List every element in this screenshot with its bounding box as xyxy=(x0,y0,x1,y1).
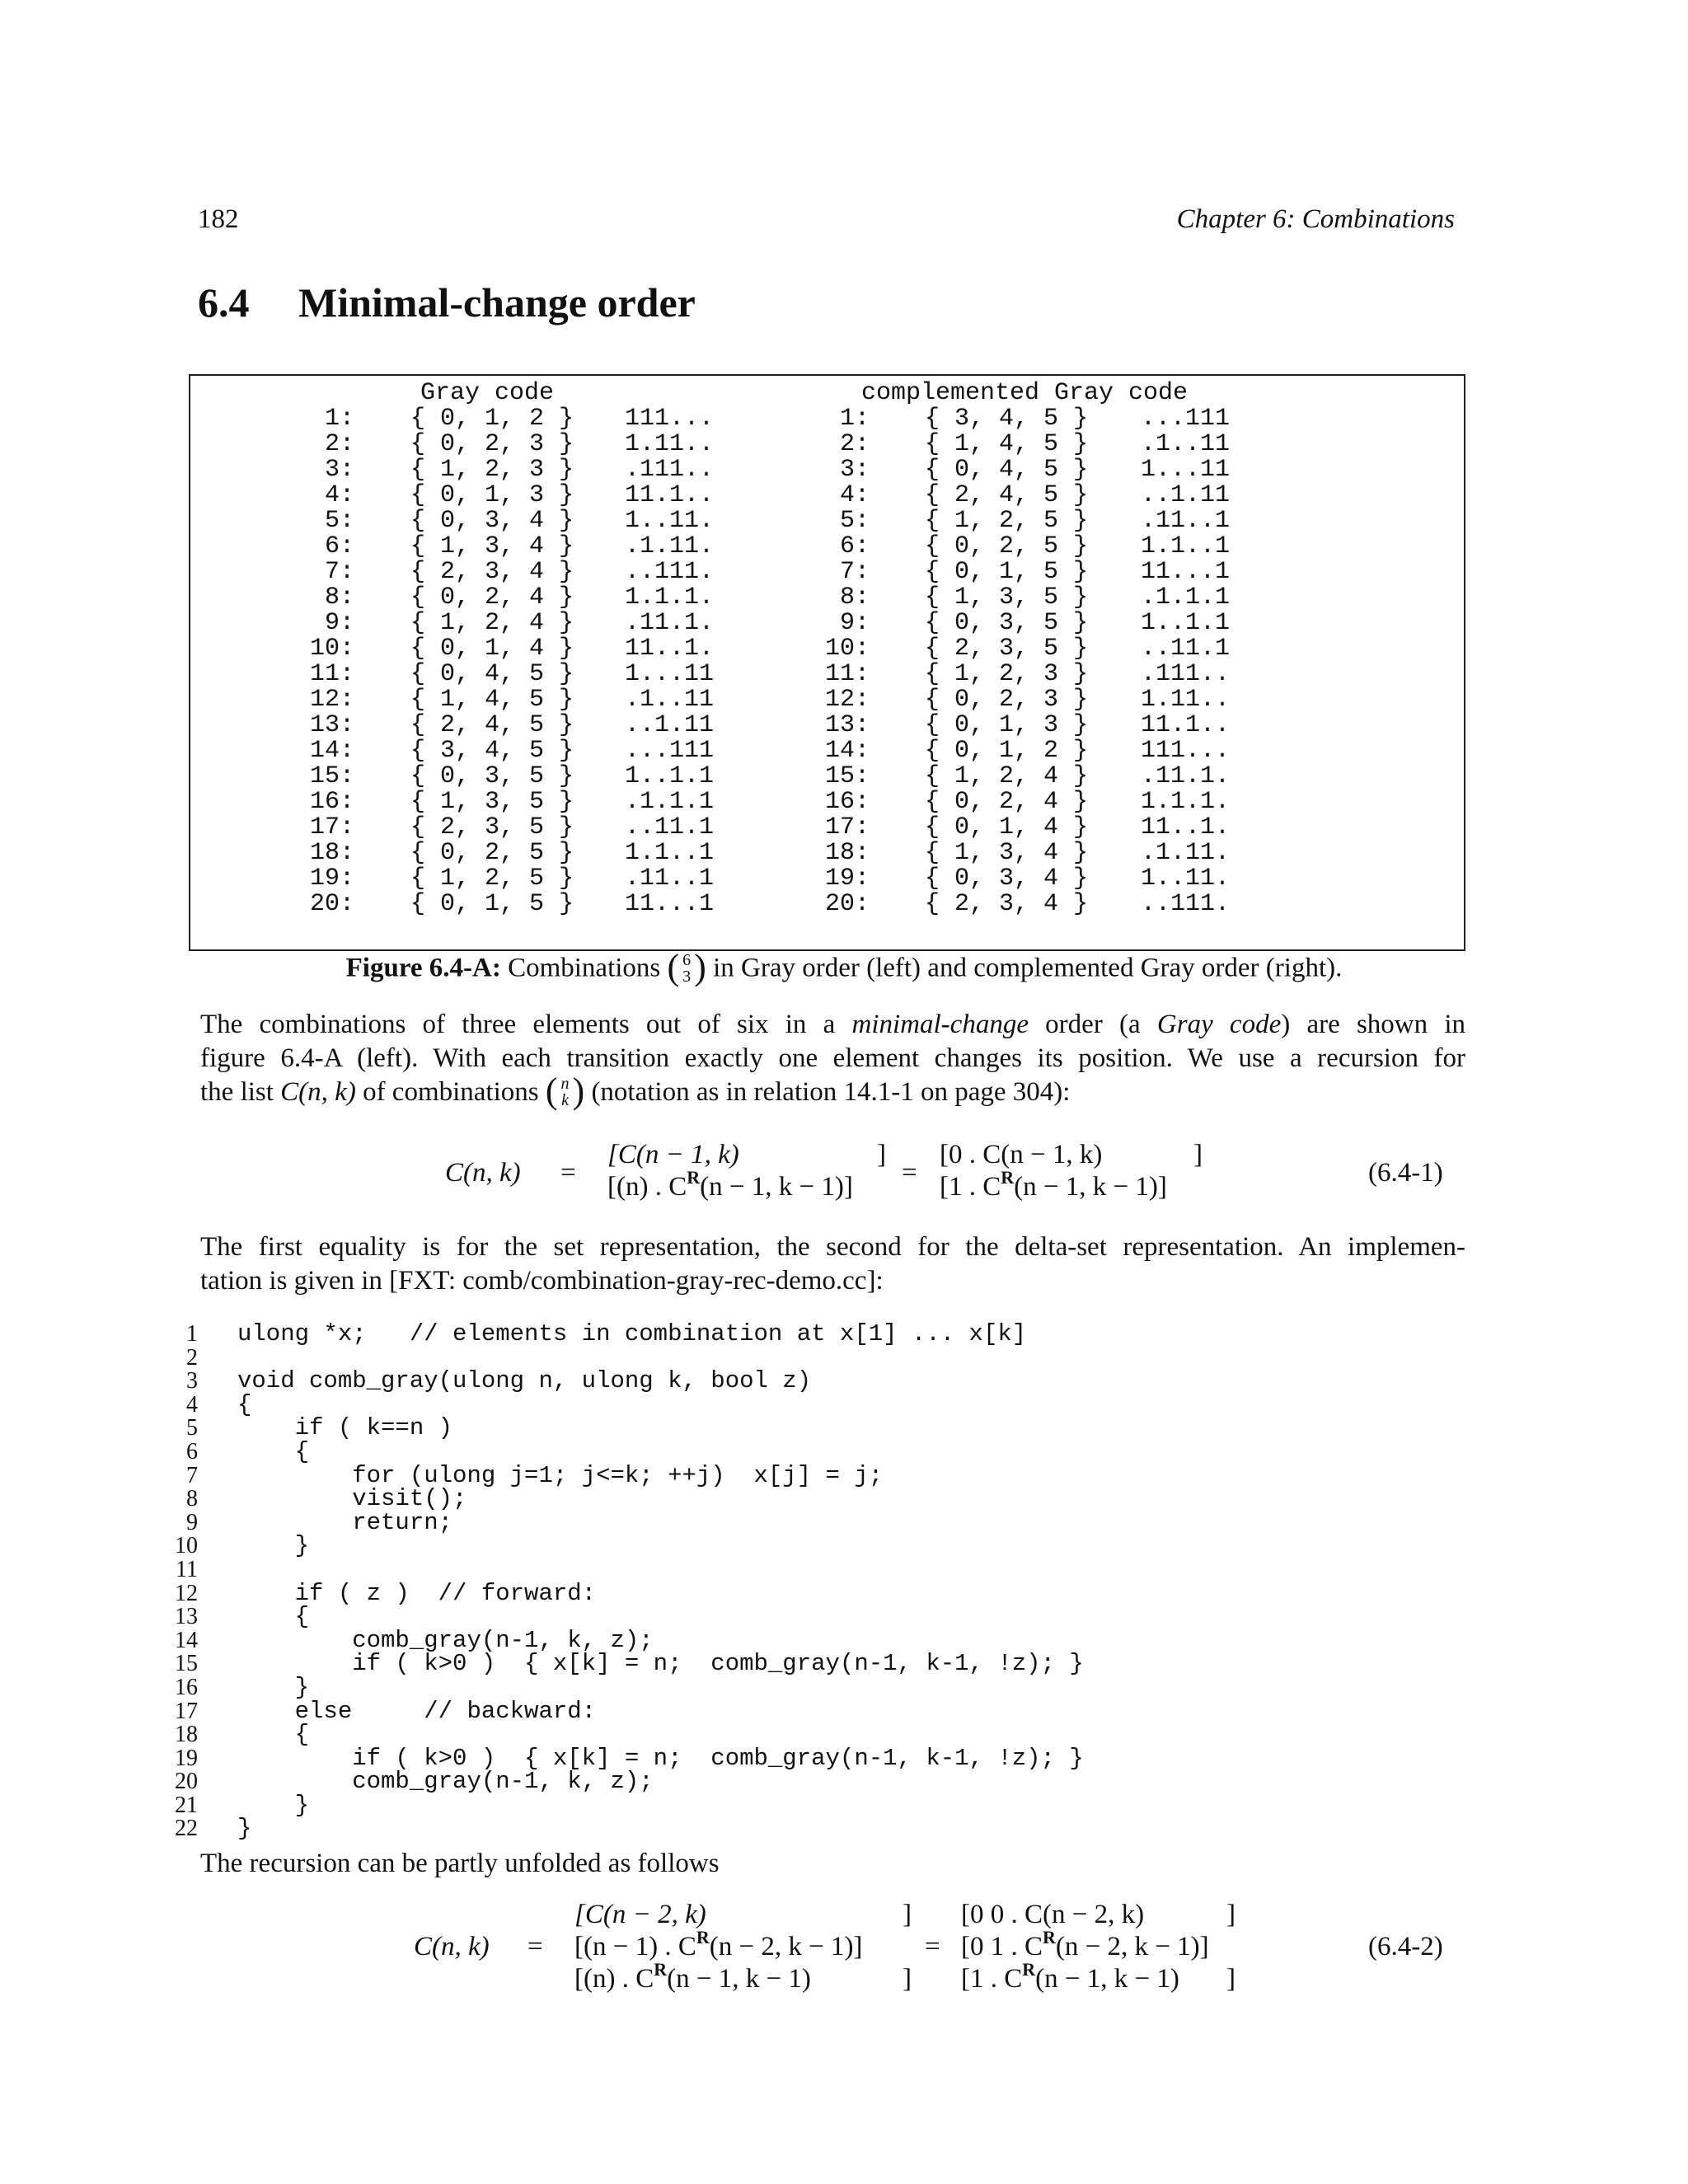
right-set-column-row: { 0, 2, 5 } xyxy=(925,532,1089,560)
left-delta-column-row: .11..1 xyxy=(625,865,715,893)
code-listing-row: if ( z ) // forward: xyxy=(237,1579,597,1607)
paragraph-unfold: The recursion can be partly unfolded as follows xyxy=(200,1849,720,1878)
left-set-column-row: { 1, 3, 4 } xyxy=(410,532,574,560)
right-set-column-row: { 0, 1, 3 } xyxy=(925,711,1089,739)
code-listing-row: for (ulong j=1; j<=k; ++j) x[j] = j; xyxy=(237,1461,884,1489)
code-listing-row: { xyxy=(237,1603,310,1631)
right-set-column-row: { 0, 3, 4 } xyxy=(925,865,1089,893)
right-index-column-row: 12: xyxy=(824,686,870,714)
right-index-column-row: 11: xyxy=(824,660,870,688)
left-index-column-row: 6: xyxy=(324,532,354,560)
complemented-gray-code-title: complemented Gray code xyxy=(861,379,1189,407)
gray-code-title: Gray code xyxy=(420,379,555,407)
left-set-column-row: { 0, 1, 2 } xyxy=(410,405,574,433)
code-line-numbers-row: 21 xyxy=(175,1792,198,1818)
right-delta-column-row: 1.11.. xyxy=(1141,686,1231,714)
left-index-column-row: 16: xyxy=(309,788,354,816)
right-index-column-row: 2: xyxy=(839,430,870,458)
right-index-column-row: 18: xyxy=(824,839,870,867)
left-index-column-row: 8: xyxy=(324,583,354,612)
code-line-numbers-row: 19 xyxy=(175,1745,198,1771)
right-set-column-row: { 0, 1, 4 } xyxy=(925,813,1089,841)
right-delta-column-row: 11..1. xyxy=(1141,813,1231,841)
code-line-numbers-row: 2 xyxy=(186,1344,198,1371)
right-set-column-row: { 1, 4, 5 } xyxy=(925,430,1089,458)
section-heading xyxy=(198,279,696,326)
left-index-column-row: 18: xyxy=(309,839,354,867)
left-delta-column-row: .111.. xyxy=(625,456,715,484)
left-index-column-row: 11: xyxy=(309,660,354,688)
right-set-column-row: { 0, 2, 3 } xyxy=(925,686,1089,714)
left-index-column-row: 9: xyxy=(324,609,354,637)
right-index-column-row: 19: xyxy=(824,865,870,893)
code-line-numbers-row: 10 xyxy=(175,1533,198,1559)
left-delta-column-row: 111... xyxy=(625,405,715,433)
left-delta-column-row: 1..1.1 xyxy=(625,762,715,790)
left-set-column-row: { 1, 2, 5 } xyxy=(410,865,574,893)
left-delta-column-row: 1..11. xyxy=(625,507,715,535)
code-listing xyxy=(237,1320,1084,1843)
left-delta-column-row: ..11.1 xyxy=(625,813,715,841)
left-set-column-row: { 0, 1, 3 } xyxy=(410,481,574,509)
left-set-column-row: { 2, 3, 5 } xyxy=(410,813,574,841)
left-set-column-row: { 0, 3, 5 } xyxy=(410,762,574,790)
left-delta-column-row: ..1.11 xyxy=(625,711,715,739)
left-set-column-row: { 0, 2, 3 } xyxy=(410,430,574,458)
code-listing-row: ulong *x; // elements in combination at x[1] ... x[k] xyxy=(237,1320,1027,1347)
left-set-column xyxy=(410,406,574,917)
code-line-numbers-row: 17 xyxy=(175,1698,198,1724)
code-listing-row: if ( k>0 ) { x[k] = n; comb_gray(n-1, k-1, !z); } xyxy=(237,1744,1084,1772)
left-delta-column-row: 1.1..1 xyxy=(625,839,715,867)
right-delta-column-row: 111... xyxy=(1141,737,1231,765)
code-line-numbers-row: 9 xyxy=(186,1509,198,1535)
right-delta-column-row: 11...1 xyxy=(1141,558,1231,586)
paragraph-intro: The combinations of three elements out of six in a minimal-change order (a Gray code) are shown in figure 6.4-A (left). With each transition exactly one element changes its position. We use a recursion for the list C(n, k) of combinations ( n k ) (notation as in relation 14.1-1 on page 304): xyxy=(200,1010,1466,1112)
right-delta-column-row: .1..11 xyxy=(1141,430,1231,458)
left-delta-column-row: 11..1. xyxy=(625,635,715,663)
right-set-column-row: { 0, 4, 5 } xyxy=(925,456,1089,484)
code-listing-row: { xyxy=(237,1390,252,1418)
left-set-column-row: { 1, 3, 5 } xyxy=(410,788,574,816)
code-line-numbers-row: 5 xyxy=(186,1415,198,1441)
code-line-numbers-row: 6 xyxy=(186,1438,198,1465)
right-delta-column-row: .11..1 xyxy=(1141,507,1231,535)
right-delta-column-row: 1..11. xyxy=(1141,865,1231,893)
right-set-column-row: { 1, 2, 3 } xyxy=(925,660,1089,688)
right-delta-column-row: 1.1..1 xyxy=(1141,532,1231,560)
left-delta-column xyxy=(625,406,714,917)
left-index-column xyxy=(297,406,354,917)
right-set-column-row: { 0, 3, 5 } xyxy=(925,609,1089,637)
left-delta-column-row: 1.11.. xyxy=(625,430,715,458)
code-line-numbers xyxy=(148,1323,198,1841)
right-index-column xyxy=(812,406,870,917)
right-index-column-row: 8: xyxy=(839,583,870,612)
left-set-column-row: { 0, 4, 5 } xyxy=(410,660,574,688)
right-set-column-row: { 2, 4, 5 } xyxy=(925,481,1089,509)
left-index-column-row: 17: xyxy=(309,813,354,841)
right-index-column-row: 4: xyxy=(839,481,870,509)
code-line-numbers-row: 18 xyxy=(175,1722,198,1748)
left-set-column-row: { 0, 1, 4 } xyxy=(410,635,574,663)
right-delta-column-row: .111.. xyxy=(1141,660,1231,688)
left-set-column-row: { 0, 1, 5 } xyxy=(410,890,574,918)
code-listing-row: comb_gray(n-1, k, z); xyxy=(237,1768,654,1796)
code-line-numbers-row: 3 xyxy=(186,1368,198,1394)
code-line-numbers-row: 14 xyxy=(175,1627,198,1653)
right-delta-column-row: .1.11. xyxy=(1141,839,1231,867)
page-number: 182 xyxy=(198,204,239,234)
left-delta-column-row: 1...11 xyxy=(625,660,715,688)
right-index-column-row: 3: xyxy=(839,456,870,484)
code-listing-row: return; xyxy=(237,1508,453,1536)
code-listing-row: { xyxy=(237,1437,310,1465)
left-delta-column-row: 11.1.. xyxy=(625,481,715,509)
right-index-column-row: 5: xyxy=(839,507,870,535)
running-title: Chapter 6: Combinations xyxy=(1176,204,1455,234)
left-set-column-row: { 0, 3, 4 } xyxy=(410,507,574,535)
left-index-column-row: 15: xyxy=(309,762,354,790)
left-set-column-row: { 2, 4, 5 } xyxy=(410,711,574,739)
code-listing-row: { xyxy=(237,1721,310,1749)
code-listing-row: void comb_gray(ulong n, ulong k, bool z) xyxy=(237,1367,812,1395)
code-listing-row: } xyxy=(237,1815,252,1843)
code-line-numbers-row: 8 xyxy=(186,1486,198,1512)
left-set-column-row: { 2, 3, 4 } xyxy=(410,558,574,586)
right-set-column-row: { 1, 2, 5 } xyxy=(925,507,1089,535)
right-delta-column xyxy=(1141,406,1230,917)
right-index-column-row: 7: xyxy=(839,558,870,586)
right-index-column-row: 14: xyxy=(824,737,870,765)
code-listing-row: comb_gray(n-1, k, z); xyxy=(237,1626,654,1654)
left-index-column-row: 7: xyxy=(324,558,354,586)
code-line-numbers-row: 16 xyxy=(175,1674,198,1700)
left-set-column-row: { 1, 4, 5 } xyxy=(410,686,574,714)
left-index-column-row: 3: xyxy=(324,456,354,484)
left-index-column-row: 12: xyxy=(309,686,354,714)
code-listing-row: } xyxy=(237,1673,310,1701)
section-number: 6.4 xyxy=(198,279,250,326)
right-set-column-row: { 0, 1, 5 } xyxy=(925,558,1089,586)
right-set-column-row: { 0, 2, 4 } xyxy=(925,788,1089,816)
right-delta-column-row: ..11.1 xyxy=(1141,635,1231,663)
equation-label: (6.4-2) xyxy=(1368,1932,1443,1961)
section-title: Minimal-change order xyxy=(298,279,696,326)
right-delta-column-row: ..1.11 xyxy=(1141,481,1231,509)
code-line-numbers-row: 1 xyxy=(186,1321,198,1347)
right-set-column-row: { 1, 3, 4 } xyxy=(925,839,1089,867)
code-listing-row xyxy=(237,1347,1084,1371)
code-line-numbers-row: 13 xyxy=(175,1604,198,1630)
right-index-column-row: 6: xyxy=(839,532,870,560)
right-index-column-row: 9: xyxy=(839,609,870,637)
caption-label: Figure 6.4-A: xyxy=(345,953,501,983)
code-line-numbers-row: 15 xyxy=(175,1651,198,1677)
left-index-column-row: 2: xyxy=(324,430,354,458)
code-listing-row: else // backward: xyxy=(237,1697,597,1725)
left-delta-column-row: ...111 xyxy=(625,737,715,765)
left-delta-column-row: .1..11 xyxy=(625,686,715,714)
figure-caption: Figure 6.4-A: Combinations ( 6 3 ) in Gray order (left) and complemented Gray order (right). xyxy=(345,947,1343,987)
right-set-column-row: { 2, 3, 4 } xyxy=(925,890,1089,918)
right-set-column-row: { 1, 3, 5 } xyxy=(925,583,1089,612)
equation-label: (6.4-1) xyxy=(1368,1158,1443,1188)
right-delta-column-row: 1..1.1 xyxy=(1141,609,1231,637)
right-set-column-row: { 2, 3, 5 } xyxy=(925,635,1089,663)
left-index-column-row: 10: xyxy=(309,635,354,663)
right-delta-column-row: .1.1.1 xyxy=(1141,583,1231,612)
code-line-numbers-row: 22 xyxy=(175,1816,198,1842)
left-set-column-row: { 0, 2, 4 } xyxy=(410,583,574,612)
right-delta-column-row: ..111. xyxy=(1141,890,1231,918)
code-listing-row: if ( k>0 ) { x[k] = n; comb_gray(n-1, k-1, !z); } xyxy=(237,1650,1084,1678)
code-listing-row: } xyxy=(237,1791,310,1819)
right-set-column-row: { 1, 2, 4 } xyxy=(925,762,1089,790)
code-listing-row: } xyxy=(237,1532,310,1560)
left-set-column-row: { 0, 2, 5 } xyxy=(410,839,574,867)
left-delta-column-row: 11...1 xyxy=(625,890,715,918)
right-delta-column-row: 1.1.1. xyxy=(1141,788,1231,816)
left-delta-column-row: 1.1.1. xyxy=(625,583,715,612)
code-line-numbers-row: 20 xyxy=(175,1769,198,1795)
caption-post: in Gray order (left) and complemented Gray order (right). xyxy=(713,953,1343,983)
left-index-column-row: 20: xyxy=(309,890,354,918)
right-delta-column-row: 11.1.. xyxy=(1141,711,1231,739)
left-index-column-row: 19: xyxy=(309,865,354,893)
left-index-column-row: 14: xyxy=(309,737,354,765)
right-index-column-row: 13: xyxy=(824,711,870,739)
left-index-column-row: 5: xyxy=(324,507,354,535)
left-set-column-row: { 1, 2, 4 } xyxy=(410,609,574,637)
left-index-column-row: 1: xyxy=(324,405,354,433)
code-line-numbers-row: 12 xyxy=(175,1580,198,1606)
code-listing-row xyxy=(237,1558,1084,1582)
right-index-column-row: 16: xyxy=(824,788,870,816)
left-delta-column-row: .1.11. xyxy=(625,532,715,560)
right-index-column-row: 20: xyxy=(824,890,870,918)
right-index-column-row: 15: xyxy=(824,762,870,790)
right-index-column-row: 17: xyxy=(824,813,870,841)
right-set-column-row: { 0, 1, 2 } xyxy=(925,737,1089,765)
code-listing-row: if ( k==n ) xyxy=(237,1414,453,1442)
left-delta-column-row: .1.1.1 xyxy=(625,788,715,816)
left-index-column-row: 4: xyxy=(324,481,354,509)
code-line-numbers-row: 11 xyxy=(176,1556,198,1582)
right-set-column xyxy=(925,406,1088,917)
caption-pre: Combinations xyxy=(508,953,661,983)
right-delta-column-row: ...111 xyxy=(1141,405,1231,433)
left-index-column-row: 13: xyxy=(309,711,354,739)
paragraph-implementation: The first equality is for the set representation, the second for the delta-set representation. An implemen- tation is given in [FXT: comb/combination-gray-rec-demo.cc]: xyxy=(200,1232,1465,1296)
code-line-numbers-row: 7 xyxy=(186,1462,198,1488)
right-set-column-row: { 3, 4, 5 } xyxy=(925,405,1089,433)
caption-binomial: 6 3 xyxy=(682,951,692,986)
left-delta-column-row: ..111. xyxy=(625,558,715,586)
code-listing-row: visit(); xyxy=(237,1485,467,1513)
right-delta-column-row: .11.1. xyxy=(1141,762,1231,790)
right-index-column-row: 10: xyxy=(824,635,870,663)
left-set-column-row: { 1, 2, 3 } xyxy=(410,456,574,484)
left-delta-column-row: .11.1. xyxy=(625,609,715,637)
code-line-numbers-row: 4 xyxy=(186,1391,198,1418)
right-delta-column-row: 1...11 xyxy=(1141,456,1231,484)
left-set-column-row: { 3, 4, 5 } xyxy=(410,737,574,765)
right-index-column-row: 1: xyxy=(839,405,870,433)
